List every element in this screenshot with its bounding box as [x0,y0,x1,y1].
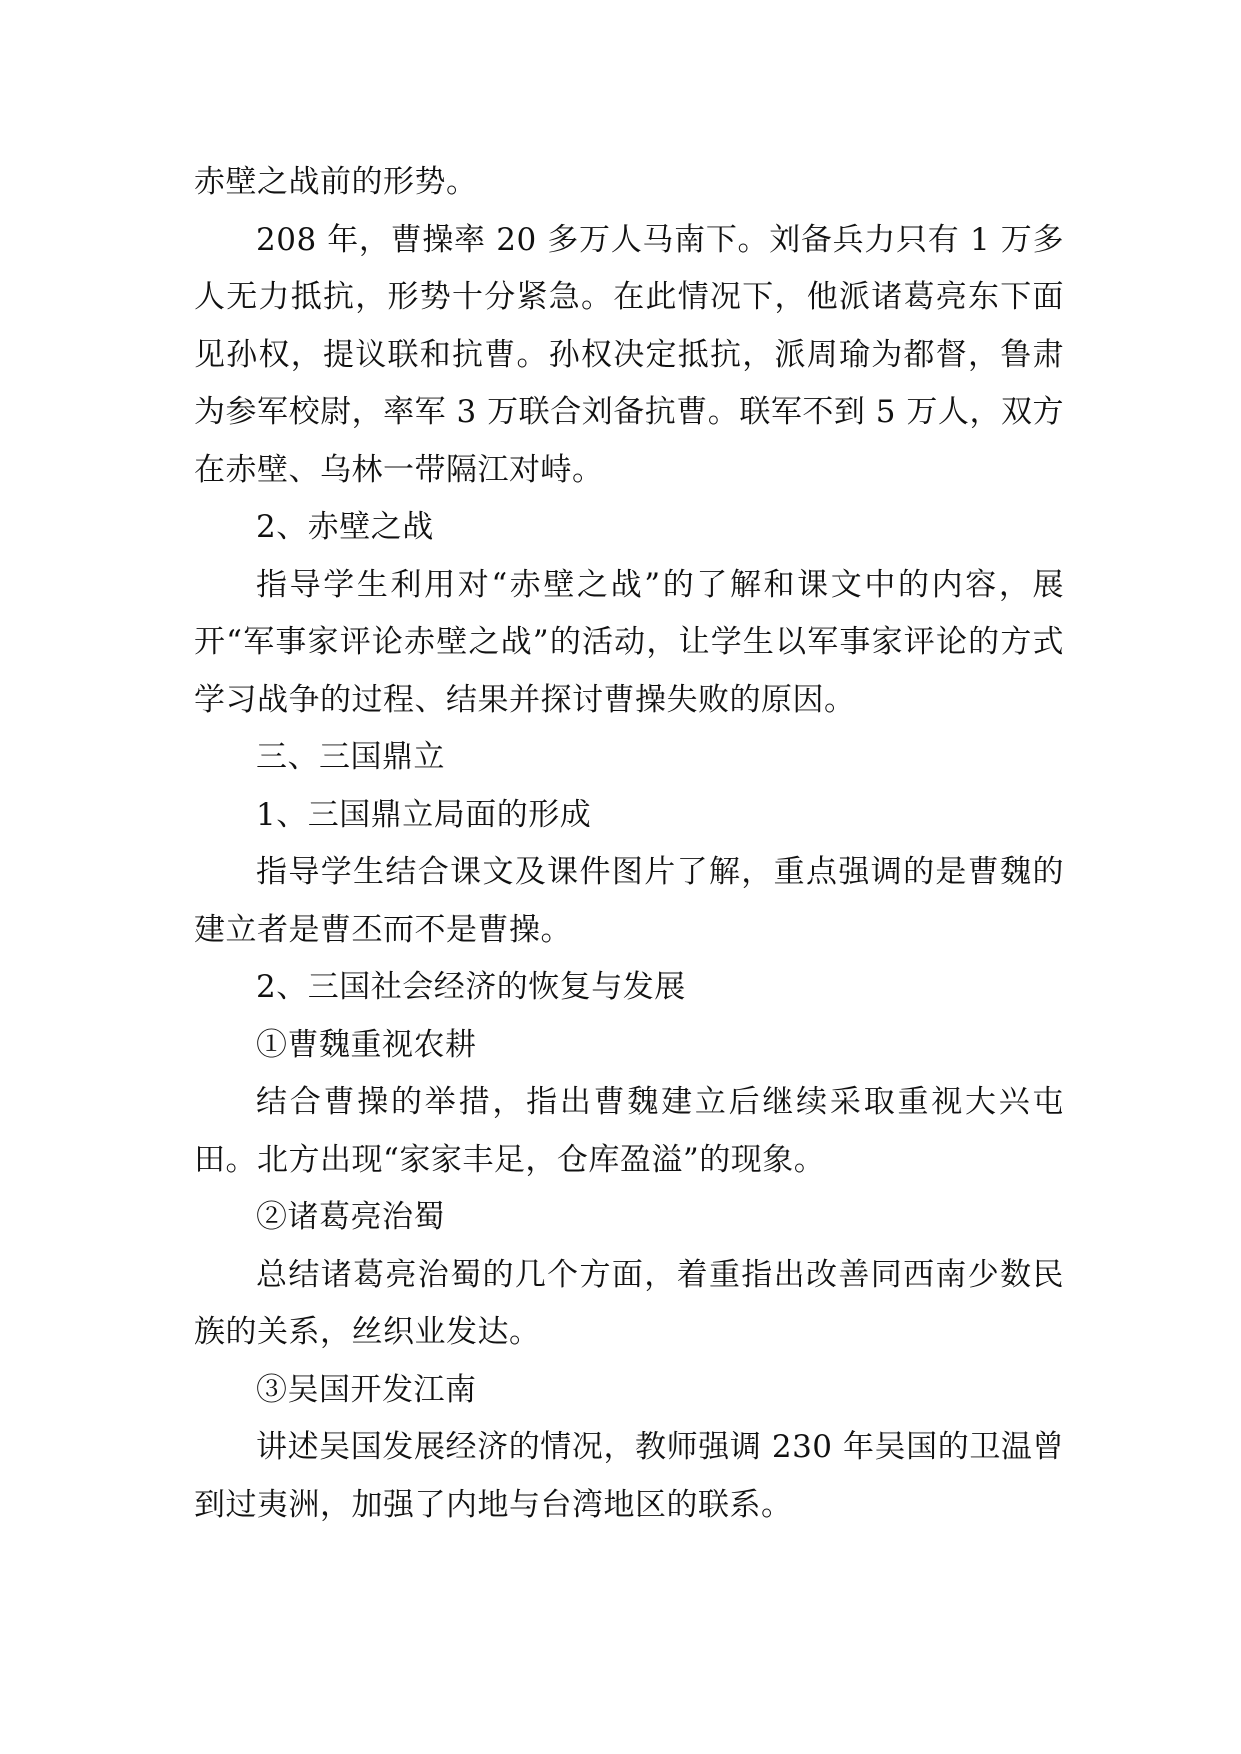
heading-three-kingdoms: 三、三国鼎立 [256,739,445,775]
heading-three-kingdoms-formation: 1、三国鼎立局面的形成 [256,796,592,833]
paragraph-chibi-activity: 指导学生利用对“赤壁之战”的了解和课文中的内容，展开“军事家评论赤壁之战”的活动，让学生以军事家评论的方式学习战争的过程、结果并探讨曹操失败的原因。 [194,566,1064,718]
heading-cao-wei-agriculture: ①曹魏重视农耕 [256,1026,477,1063]
paragraph-cao-wei-tuntian: 结合曹操的举措，指出曹魏建立后继续采取重视大兴屯田。北方出现“家家丰足，仓库盈溢”的现象。 [194,1084,1064,1178]
heading-battle-of-chibi: 2、赤壁之战 [256,509,434,545]
paragraph-zhuge-liang-shu: 总结诸葛亮治蜀的几个方面，着重指出改善同西南少数民族的关系，丝织业发达。 [194,1256,1064,1350]
paragraph-cao-wei-founder: 指导学生结合课文及课件图片了解，重点强调的是曹魏的建立者是曹丕而不是曹操。 [194,854,1064,948]
paragraph-cao-cao-south: 208 年，曹操率 20 多万人马南下。刘备兵力只有 1 万多人无力抵抗，形势十分紧急。在此情况下，他派诸葛亮东下面见孙权，提议联和抗曹。孙权决定抵抗，派周瑜为都督，鲁肃为参军校尉，率军 3 万联合刘备抗曹。联军不到 5 万人，双方在赤壁、乌林一带隔江对峙。 [194,221,1064,488]
paragraph-wu-economy: 讲述吴国发展经济的情况，教师强调 230 年吴国的卫温曾到过夷洲，加强了内地与台湾地区的联系。 [194,1429,1064,1523]
heading-economy-recovery: 2、三国社会经济的恢复与发展 [256,969,686,1005]
paragraph-battle-situation-ending: 赤壁之战前的形势。 [194,164,478,200]
heading-wu-jiangnan: ③吴国开发江南 [256,1371,477,1408]
heading-zhuge-liang-shu: ②诸葛亮治蜀 [256,1199,445,1235]
document-body [194,154,1064,1534]
